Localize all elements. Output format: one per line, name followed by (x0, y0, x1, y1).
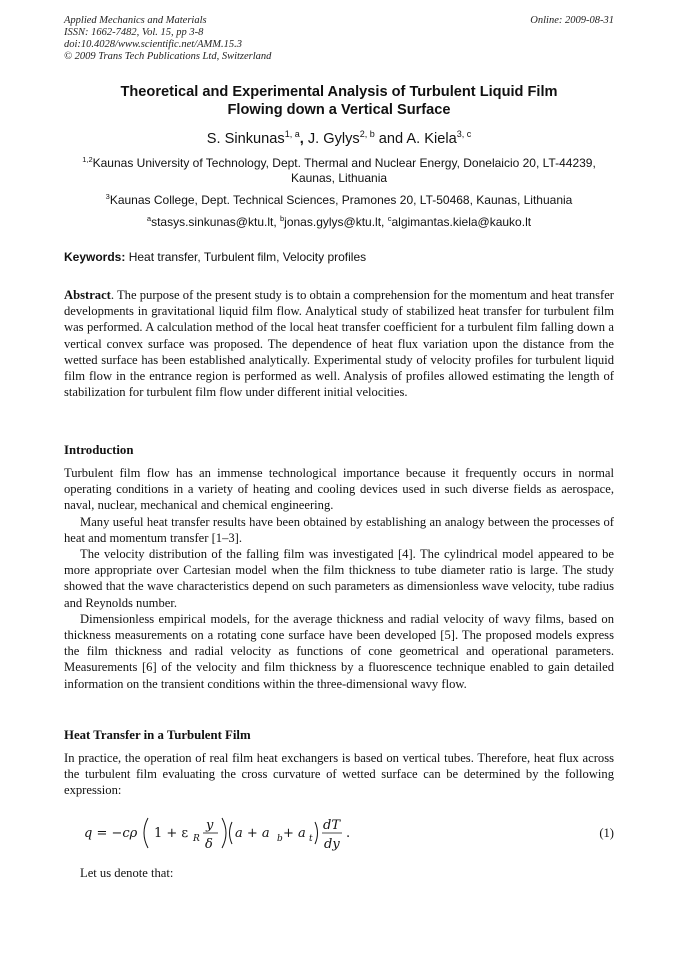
eq-paren-open-1 (144, 818, 148, 848)
email-b[interactable]: jonas.gylys@ktu.lt, (284, 215, 385, 229)
affiliation-1-line-1: Kaunas University of Technology, Dept. Thermal and Nuclear Energy, Donelaicio 20, LT-44239, (92, 156, 596, 170)
intro-paragraph-4: Dimensionless empirical models, for the average thickness and radial velocity of wavy films, based on thickness measurements on a rotating cone surface have been developed [5]. The proposed models express the film thickness and radial velocity as functions of cone geometrical and operational parameters. Measurements [6] of the velocity and film thickness by a fluorescence technique enabled to gain detailed information on the transient conditions within the three-dimensional wavy flow. (64, 611, 614, 691)
abstract-text: . The purpose of the present study is to obtain a comprehension for the momentum and heat transfer developments in gravitational liquid film flow. Analytical study of stabilized heat transfer for turbulent film was performed. A calculation method of the local heat transfer coefficient for a turbulent film falling down a vertical convex surface was proposed. The dependence of heat flux variation upon the distance from the wetted surface has been established analytically. Experimental study of velocity profiles for turbulent liquid film flow in the entrance region is performed as well. Analysis of profiles allowed estimating the length of stabilization for turbulent film flow under different initial velocities. (64, 288, 614, 400)
eq-one-plus-eps: 1 + ε (154, 826, 189, 841)
eq-frac2-denominator: dy (324, 837, 340, 852)
author-separator: , (299, 131, 304, 147)
title-line-2: Flowing down a Vertical Surface (227, 102, 451, 118)
paper-title (40, 83, 638, 119)
email-b-marker: b (280, 214, 285, 223)
email-c-marker: c (387, 214, 392, 223)
eq-paren-open-2 (230, 822, 233, 844)
author-2: J. Gylys (303, 131, 360, 147)
eq-frac2-numerator: dT (323, 818, 340, 833)
eq-plus-at: + a (283, 826, 306, 841)
author-3: and A. Kiela (374, 131, 457, 147)
eq-ab-subscript: b (277, 834, 283, 844)
affiliation-2-text: Kaunas College, Dept. Technical Sciences, Pramones 20, LT-50468, Kaunas, Lithuania (109, 193, 573, 207)
affiliation-1 (40, 156, 638, 186)
email-a-marker: a (146, 214, 152, 223)
keywords-label: Keywords: (64, 250, 126, 264)
keywords (64, 250, 366, 264)
abstract-label: Abstract (64, 288, 111, 302)
eq-period: . (346, 826, 351, 841)
intro-paragraph-3: The velocity distribution of the falling film was investigated [4]. The cylindrical model appeared to be more appropriate over Cartesian model when the film thickness to tube diameter ratio is large. The study showed that the wave characteristics depend on such parameters as dimensionless wave velocity, tube radius and Reynolds number. (64, 547, 614, 610)
eq-paren-close-1 (222, 818, 226, 848)
issn-line: ISSN: 1662-7482, Vol. 15, pp 3-8 (64, 27, 204, 38)
eq-lhs: q = −cρ (84, 826, 138, 841)
eq-at-subscript: t (309, 834, 313, 844)
author-2-affil: 2, b (359, 129, 375, 139)
heat-transfer-paragraph: In practice, the operation of real film heat exchangers is based on vertical tubes. Therefore, heat flux across the turbulent film evaluating the cross curvature of wetted surface can be determined by the following expression: (64, 751, 614, 798)
eq-paren-close-2 (315, 822, 318, 844)
author-1: S. Sinkunas (206, 131, 285, 147)
introduction-heading: Introduction (64, 443, 134, 457)
eq-eps-subscript: R (193, 834, 200, 844)
eq-a-term: a + a (235, 826, 270, 841)
email-list (40, 215, 638, 230)
journal-metadata (64, 15, 271, 63)
doi-line: doi:10.4028/www.scientific.net/AMM.15.3 (64, 39, 242, 50)
affiliation-1-marker: 1,2 (82, 155, 93, 164)
author-3-affil: 3, c (456, 129, 472, 139)
equation-number: (1) (599, 826, 614, 840)
author-list (40, 131, 638, 147)
eq-frac1-numerator: y (206, 818, 214, 833)
heat-transfer-heading: Heat Transfer in a Turbulent Film (64, 728, 251, 742)
author-1-affil: 1, a (284, 129, 300, 139)
intro-paragraph-1: Turbulent film flow has an immense technological importance because it frequently occurs in normal operating conditions in a variety of heating and cooling devices used in such diverse fields as aerospace, naval, nuclear, mechanical and chemical engineering. (64, 466, 614, 513)
affiliation-2-marker: 3 (105, 192, 110, 201)
abstract (64, 287, 614, 400)
intro-paragraph-2: Many useful heat transfer results have been obtained by establishing an analogy between the processes of heat and momentum transfer [1–3]. (64, 514, 614, 545)
email-c[interactable]: algimantas.kiela@kauko.lt (391, 215, 532, 229)
title-line-1: Theoretical and Experimental Analysis of Turbulent Liquid Film (120, 84, 558, 100)
denote-line: Let us denote that: (80, 866, 174, 880)
eq-frac1-denominator: δ (205, 837, 213, 852)
online-date: Online: 2009-08-31 (530, 15, 614, 26)
copyright-line: © 2009 Trans Tech Publications Ltd, Switzerland (64, 51, 272, 62)
affiliation-1-line-2: Kaunas, Lithuania (290, 171, 388, 185)
affiliation-2 (40, 193, 638, 208)
email-a[interactable]: stasys.sinkunas@ktu.lt, (151, 215, 277, 229)
equation-1 (84, 808, 614, 858)
journal-name: Applied Mechanics and Materials (64, 15, 207, 26)
introduction-body (64, 465, 614, 692)
keywords-text: Heat transfer, Turbulent film, Velocity profiles (125, 250, 367, 264)
